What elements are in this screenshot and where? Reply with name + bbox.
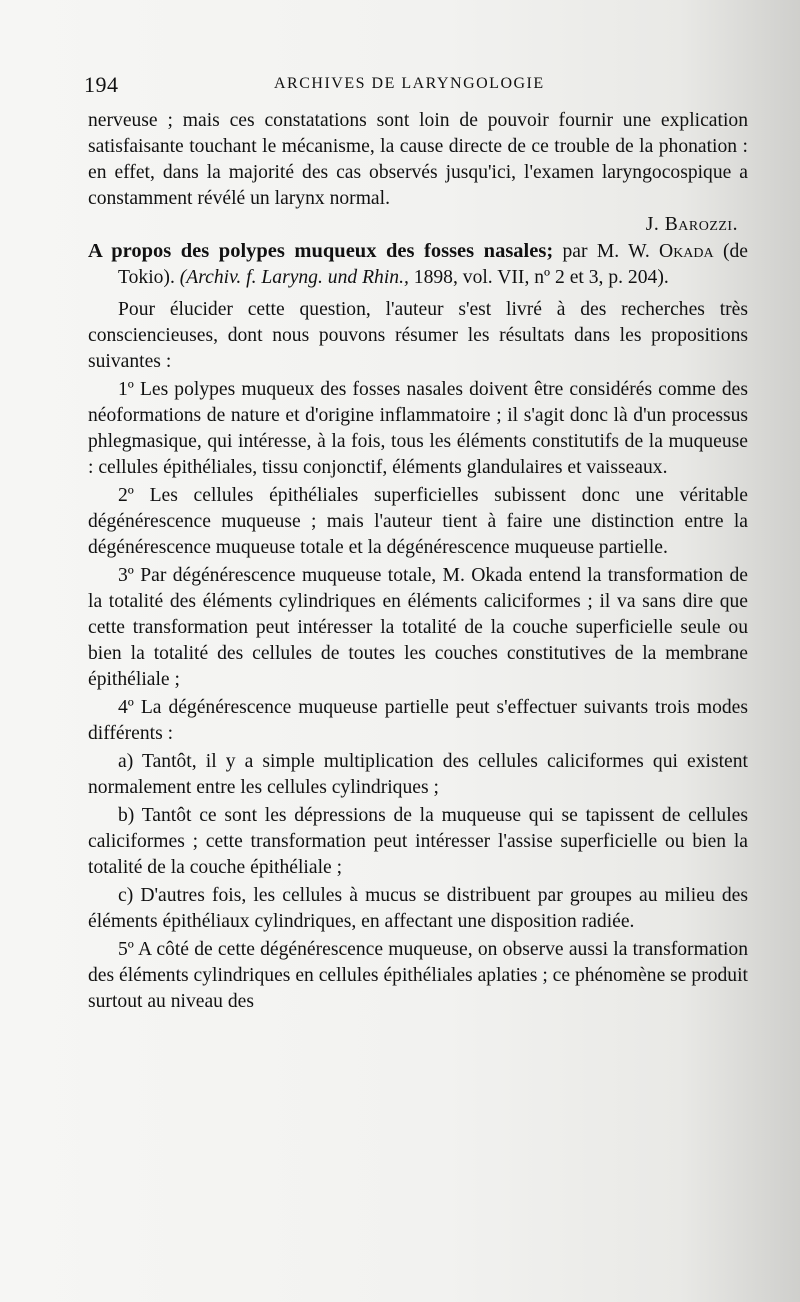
page-number: 194 — [84, 72, 119, 97]
page-body — [88, 108, 748, 1015]
proposition-3: 3º Par dégénérescence muqueuse totale, M. Okada entend la transformation de la totalité des éléments cylindriques en éléments caliciformes ; il va sans dire que cette transformation peut intéresser la totalité de la couche superficielle seule ou bien la totalité des cellules de toutes les couches constitutives de la membrane épithéliale ; — [88, 565, 748, 690]
running-title: ARCHIVES DE LARYNGOLOGIE — [274, 75, 545, 92]
proposition-2: 2º Les cellules épithéliales superficielles subissent donc une véritable dégénérescence muqueuse ; mais l'auteur tient à faire une distinction entre la dégénérescence muqueuse totale et la dégénérescence muqueuse partielle. — [88, 485, 748, 558]
article-author: Okada — [659, 241, 714, 262]
article-byline: par M. W. — [562, 241, 650, 262]
article-intro: Pour élucider cette question, l'auteur s'est livré à des recherches très consciencieuses, dont nous pouvons résumer les résultats dans les propositions suivantes : — [88, 299, 748, 372]
proposition-1: 1º Les polypes muqueux des fosses nasales doivent être considérés comme des néoformations de nature et d'origine inflammatoire ; il s'agit donc là d'un processus phlegmasique, qui intéresse, à la fois, tous les éléments constitutifs de la muqueuse : cellules épithéliales, tissu conjonctif, éléments glandulaires et vaisseaux. — [88, 379, 748, 478]
proposition-5: 5º A côté de cette dégénérescence muqueuse, on observe aussi la transformation des éléments cylindriques en cellules épithéliales aplaties ; ce phénomène se produit surtout au niveau des — [88, 939, 748, 1012]
article-title: A propos des polypes muqueux des fosses nasales; — [88, 240, 554, 262]
article-heading — [88, 238, 748, 291]
review-signature: J. Barozzi. — [645, 214, 738, 235]
previous-review-ending: nerveuse ; mais ces constatations sont loin de pouvoir fournir une explication satisfaisante touchant le mécanisme, la cause directe de ce trouble de la phonation : en effet, dans la majorité des cas observés jusqu'ici, l'examen laryngocospique a constamment révélé un larynx normal. — [88, 110, 748, 209]
mode-c: c) D'autres fois, les cellules à mucus se distribuent par groupes au milieu des éléments épithéliaux cylindriques, en affectant une disposition radiée. — [88, 885, 748, 932]
mode-a: a) Tantôt, il y a simple multiplication des cellules caliciformes qui existent normalement entre les cellules cylindriques ; — [88, 751, 748, 798]
proposition-4: 4º La dégénérescence muqueuse partielle peut s'effectuer suivants trois modes différents : — [88, 697, 748, 744]
article-citation: 1898, vol. VII, nº 2 et 3, p. 204). — [413, 267, 669, 288]
mode-b: b) Tantôt ce sont les dépressions de la muqueuse qui se tapissent de cellules caliciformes ; cette transformation peut intéresser l'assise superficielle ou bien la totalité de la couche épithéliale ; — [88, 805, 748, 878]
article-journal: (Archiv. f. Laryng. und Rhin., — [179, 267, 409, 288]
page-header — [84, 72, 740, 98]
article-affiliation: (de Tokio). — [118, 241, 748, 288]
